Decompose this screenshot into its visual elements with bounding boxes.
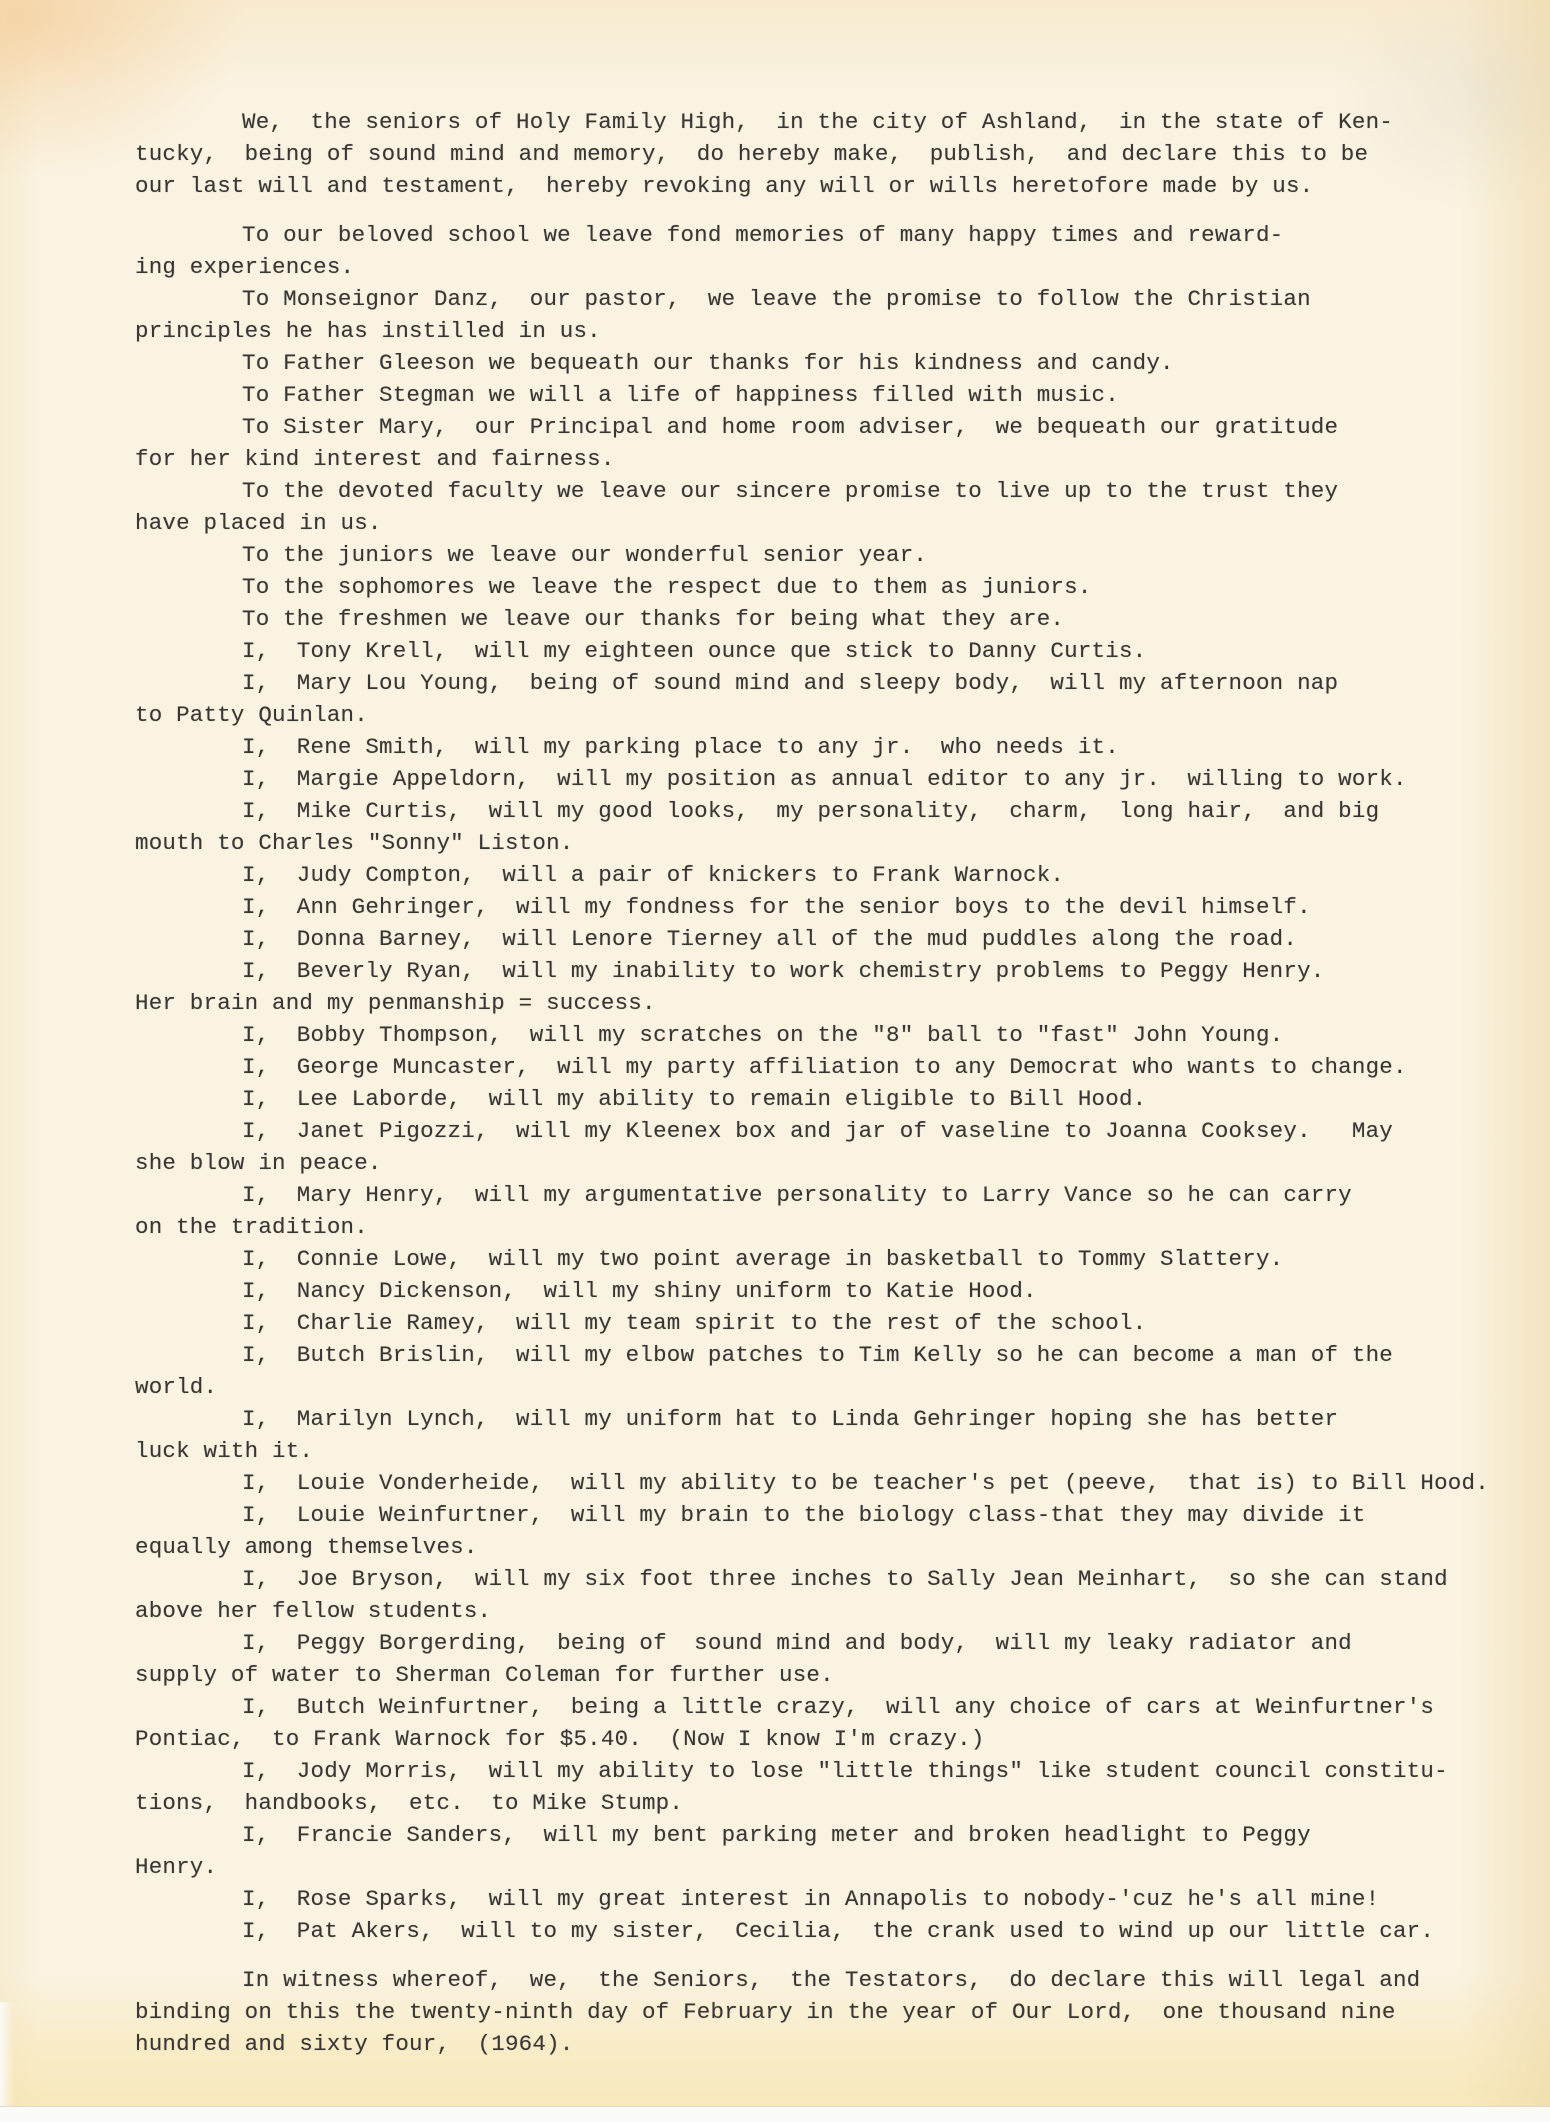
paragraph — [135, 1915, 1495, 1947]
text-line: above her fellow students. — [135, 1598, 492, 1624]
paragraph — [135, 1627, 1495, 1691]
text-line: have placed in us. — [135, 510, 382, 536]
paragraph — [135, 923, 1495, 955]
paragraph — [135, 219, 1495, 283]
text-line: I, Peggy Borgerding, being of sound mind and body, will my leaky radiator and — [242, 1630, 1352, 1656]
paragraph — [135, 1691, 1495, 1755]
paragraph — [135, 475, 1495, 539]
paragraph — [135, 1819, 1495, 1883]
text-line: equally among themselves. — [135, 1534, 478, 1560]
paragraph — [135, 1964, 1495, 2060]
text-line: I, Charlie Ramey, will my team spirit to the rest of the school. — [242, 1310, 1147, 1336]
text-line: principles he has instilled in us. — [135, 318, 601, 344]
paragraph — [135, 539, 1495, 571]
text-line: mouth to Charles "Sonny" Liston. — [135, 830, 574, 856]
paragraph — [135, 731, 1495, 763]
text-line: I, Beverly Ryan, will my inability to work chemistry problems to Peggy Henry. — [242, 958, 1325, 984]
text-line: I, Connie Lowe, will my two point average in basketball to Tommy Slattery. — [242, 1246, 1284, 1272]
paragraph — [135, 1083, 1495, 1115]
text-line: on the tradition. — [135, 1214, 368, 1240]
paragraph — [135, 347, 1495, 379]
paragraph — [135, 379, 1495, 411]
text-line: I, Francie Sanders, will my bent parking meter and broken headlight to Peggy — [242, 1822, 1311, 1848]
text-line: I, Rene Smith, will my parking place to any jr. who needs it. — [242, 734, 1119, 760]
text-line: I, Donna Barney, will Lenore Tierney all of the mud puddles along the road. — [242, 926, 1298, 952]
paragraph — [135, 795, 1495, 859]
paragraph — [135, 283, 1495, 347]
text-line: I, Bobby Thompson, will my scratches on the "8" ball to "fast" John Young. — [242, 1022, 1284, 1048]
text-line: Her brain and my penmanship = success. — [135, 990, 656, 1016]
text-line: To the devoted faculty we leave our sincere promise to live up to the trust they — [242, 478, 1339, 504]
paragraph — [135, 955, 1495, 1019]
text-line: I, Pat Akers, will to my sister, Cecilia, the crank used to wind up our little car. — [242, 1918, 1435, 1944]
text-line: In witness whereof, we, the Seniors, the Testators, do declare this will legal and — [242, 1967, 1421, 1993]
paragraph — [135, 1339, 1495, 1403]
text-line: Henry. — [135, 1854, 218, 1880]
paragraph — [135, 859, 1495, 891]
text-line: I, Mary Henry, will my argumentative personality to Larry Vance so he can carry — [242, 1182, 1352, 1208]
text-line: I, Rose Sparks, will my great interest in Annapolis to nobody-'cuz he's all mine! — [242, 1886, 1380, 1912]
scan-edge-corner — [0, 2002, 14, 2122]
paragraph — [135, 763, 1495, 795]
scan-edge-bottom — [0, 2106, 1550, 2122]
paragraph — [135, 635, 1495, 667]
text-line: To the freshmen we leave our thanks for being what they are. — [242, 606, 1065, 632]
text-line: tions, handbooks, etc. to Mike Stump. — [135, 1790, 684, 1816]
text-line: I, George Muncaster, will my party affiliation to any Democrat who wants to change. — [242, 1054, 1407, 1080]
text-line: I, Mary Lou Young, being of sound mind and sleepy body, will my afternoon nap — [242, 670, 1339, 696]
text-line: I, Nancy Dickenson, will my shiny uniform to Katie Hood. — [242, 1278, 1037, 1304]
text-line: To Monseignor Danz, our pastor, we leave the promise to follow the Christian — [242, 286, 1311, 312]
text-line: To our beloved school we leave fond memories of many happy times and reward- — [242, 222, 1284, 248]
text-line: I, Margie Appeldorn, will my position as annual editor to any jr. willing to work. — [242, 766, 1407, 792]
text-line: I, Louie Weinfurtner, will my brain to the biology class-that they may divide it — [242, 1502, 1366, 1528]
text-line: to Patty Quinlan. — [135, 702, 368, 728]
text-line: she blow in peace. — [135, 1150, 382, 1176]
paragraph — [135, 571, 1495, 603]
paragraph — [135, 1051, 1495, 1083]
text-line: To the juniors we leave our wonderful senior year. — [242, 542, 928, 568]
paragraph — [135, 1499, 1495, 1563]
text-line: I, Lee Laborde, will my ability to remain eligible to Bill Hood. — [242, 1086, 1147, 1112]
text-line: for her kind interest and fairness. — [135, 446, 615, 472]
paragraph — [135, 1755, 1495, 1819]
text-line: I, Marilyn Lynch, will my uniform hat to Linda Gehringer hoping she has better — [242, 1406, 1339, 1432]
text-line: luck with it. — [135, 1438, 314, 1464]
paragraph — [135, 1179, 1495, 1243]
paragraph — [135, 603, 1495, 635]
text-line: hundred and sixty four, (1964). — [135, 2031, 574, 2057]
text-line: I, Mike Curtis, will my good looks, my personality, charm, long hair, and big — [242, 798, 1380, 824]
text-line: To the sophomores we leave the respect due to them as juniors. — [242, 574, 1092, 600]
paragraph — [135, 1883, 1495, 1915]
text-line: To Father Stegman we will a life of happiness filled with music. — [242, 382, 1119, 408]
text-line: world. — [135, 1374, 218, 1400]
paragraph — [135, 1243, 1495, 1275]
text-line: I, Ann Gehringer, will my fondness for the senior boys to the devil himself. — [242, 894, 1311, 920]
text-line: ing experiences. — [135, 254, 355, 280]
paragraph — [135, 1467, 1495, 1499]
text-line: I, Butch Brislin, will my elbow patches to Tim Kelly so he can become a man of the — [242, 1342, 1393, 1368]
paragraph — [135, 106, 1495, 202]
text-line: I, Jody Morris, will my ability to lose "little things" like student council constitu- — [242, 1758, 1448, 1784]
paragraph — [135, 1307, 1495, 1339]
text-line: We, the seniors of Holy Family High, in the city of Ashland, in the state of Ken- — [242, 109, 1393, 135]
text-line: To Father Gleeson we bequeath our thanks for his kindness and candy. — [242, 350, 1174, 376]
text-line: supply of water to Sherman Coleman for further use. — [135, 1662, 834, 1688]
paragraph — [135, 1019, 1495, 1051]
text-line: I, Joe Bryson, will my six foot three inches to Sally Jean Meinhart, so she can stand — [242, 1566, 1448, 1592]
paragraph — [135, 1115, 1495, 1179]
paragraph — [135, 1275, 1495, 1307]
text-line: binding on this the twenty-ninth day of February in the year of Our Lord, one thousand nine — [135, 1999, 1396, 2025]
text-line: tucky, being of sound mind and memory, do hereby make, publish, and declare this to be — [135, 141, 1369, 167]
text-line: I, Judy Compton, will a pair of knickers to Frank Warnock. — [242, 862, 1065, 888]
text-line: To Sister Mary, our Principal and home room adviser, we bequeath our gratitude — [242, 414, 1339, 440]
text-line: I, Butch Weinfurtner, being a little crazy, will any choice of cars at Weinfurtner's — [242, 1694, 1435, 1720]
paragraph — [135, 411, 1495, 475]
text-line: our last will and testament, hereby revoking any will or wills heretofore made by us. — [135, 173, 1314, 199]
document-text — [135, 106, 1495, 2060]
text-line: Pontiac, to Frank Warnock for $5.40. (Now I know I'm crazy.) — [135, 1726, 985, 1752]
paragraph — [135, 1563, 1495, 1627]
text-line: I, Louie Vonderheide, will my ability to be teacher's pet (peeve, that is) to Bill Hood. — [242, 1470, 1489, 1496]
paragraph — [135, 891, 1495, 923]
text-line: I, Tony Krell, will my eighteen ounce que stick to Danny Curtis. — [242, 638, 1147, 664]
text-line: I, Janet Pigozzi, will my Kleenex box and jar of vaseline to Joanna Cooksey. May — [242, 1118, 1393, 1144]
paragraph — [135, 667, 1495, 731]
paragraph — [135, 1403, 1495, 1467]
